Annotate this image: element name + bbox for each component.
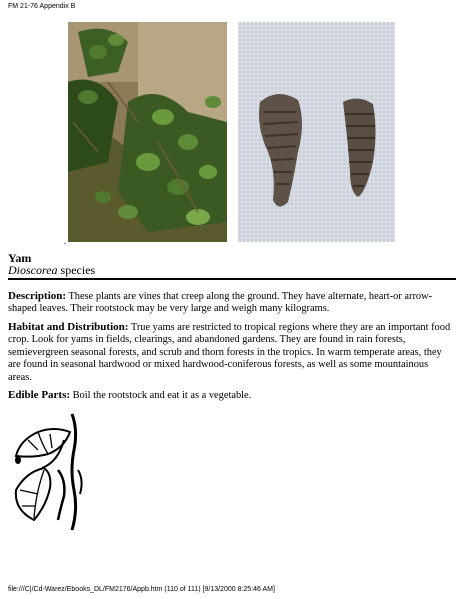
description-paragraph: [8, 290, 454, 316]
yam-tubers-photo: [238, 22, 395, 242]
running-header: FM 21-76 Appendix B: [8, 3, 76, 10]
genus-name: Dioscorea: [8, 263, 58, 277]
yam-leaf-illustration: [8, 410, 88, 532]
section-divider: [8, 278, 456, 280]
edible-label: Edible Parts:: [8, 389, 71, 401]
yam-vine-photo: [68, 22, 227, 242]
plant-scientific-name: [8, 263, 95, 278]
edible-text: Boil the rootstock and eat it as a vegetable.: [70, 390, 252, 401]
photo-caption-mark: [64, 243, 66, 244]
habitat-paragraph: [8, 321, 454, 384]
description-text: These plants are vines that creep along the ground. They have alternate, heart-or arrow-shaped leaves. Their rootstock may be very large and weigh many kilograms.: [8, 291, 433, 315]
file-path-footer: file:///C|/Cd-Warez/Ebooks_DL/FM2176/Appb.htm (110 of 111) [9/13/2000 8:25:46 AM]: [8, 586, 275, 593]
habitat-text: True yams are restricted to tropical regions where they are an important food crop. Look for yams in fields, clearings, and abandoned gardens. They are found in rain forests, semievergreen seasonal forests, and scrub and thorn forests in the tropics. In warm temperate areas, they are found in seasonal hardwood or mixed hardwood-coniferous forests, as well as some mountainous areas.: [8, 322, 451, 383]
description-label: Description:: [8, 290, 67, 302]
edible-paragraph: [8, 389, 454, 402]
habitat-label: Habitat and Distribution:: [8, 321, 129, 333]
species-suffix: species: [57, 263, 96, 277]
plant-common-name: Yam: [8, 251, 32, 265]
